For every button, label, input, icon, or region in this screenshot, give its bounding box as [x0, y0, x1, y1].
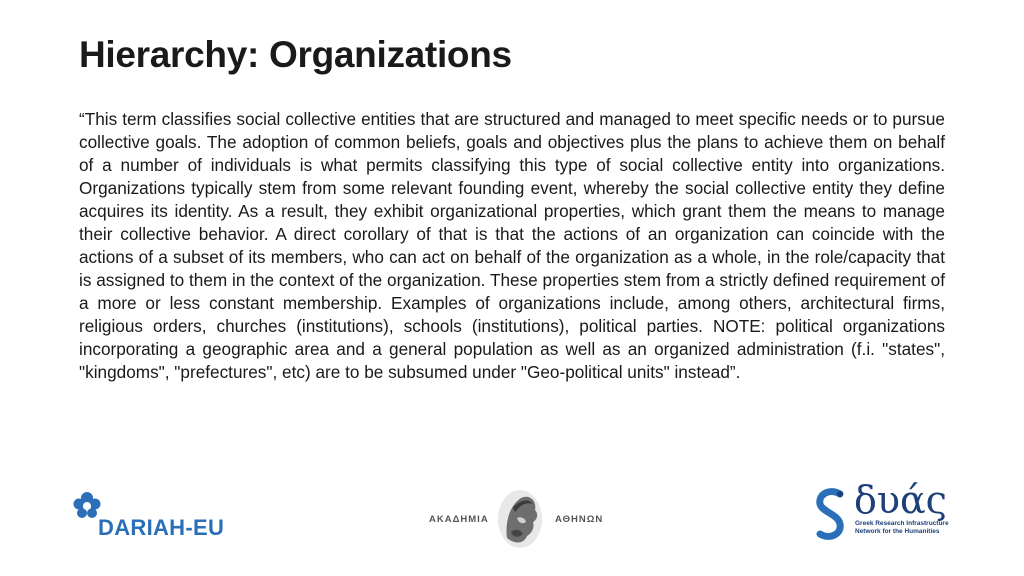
dyas-tagline-line2: Network for the Humanities — [855, 528, 940, 535]
dyas-wordmark: δυάς — [854, 478, 947, 522]
dariah-eu-label: DARIAH-EU — [98, 515, 225, 540]
athena-head-icon — [495, 488, 545, 550]
slide-title: Hierarchy: Organizations — [79, 34, 512, 75]
dyas-tagline-line1: Greek Research Infrastructure — [855, 520, 949, 527]
dyas-logo — [812, 478, 962, 548]
academy-of-athens-logo — [425, 487, 610, 551]
dyas-s-icon — [812, 488, 850, 544]
academy-right-label: ΑΘΗΝΩΝ — [555, 514, 604, 525]
dyas-tagline — [855, 520, 949, 536]
body-text: “This term classifies social collective entities that are structured and managed to meet specific needs or to pursue collective goals. The adoption of common beliefs, goals and objectives plus the plans to achieve them on behalf of a number of individuals is what permits classifying this type of social collective entity into organizations. Organizations typically stem from some relevant founding event, whereby the social collective entity they define acquires its identity. As a result, they exhibit organizational properties, which grant them the means to manage their collective behavior. A direct corollary of that is that the actions of an organization can coincide with the actions of a subset of its members, who can act on behalf of the organization as a whole, in the role/capacity that is assigned to them in the context of the organization. These properties stem from a strictly defined requirement of a more or less constant membership. Examples of organizations include, among others, architectural firms, religious orders, churches (institutions), schools (institutions), political parties. NOTE: political organizations incorporating a geographic area and a general population as well as an organized administration (f.i. "states", "kingdoms", "prefectures", etc) are to be subsumed under "Geo-political units" instead”. — [79, 109, 945, 382]
dariah-eu-logo — [70, 489, 235, 545]
academy-left-label: ΑΚΑΔΗΜΙΑ — [429, 514, 489, 525]
